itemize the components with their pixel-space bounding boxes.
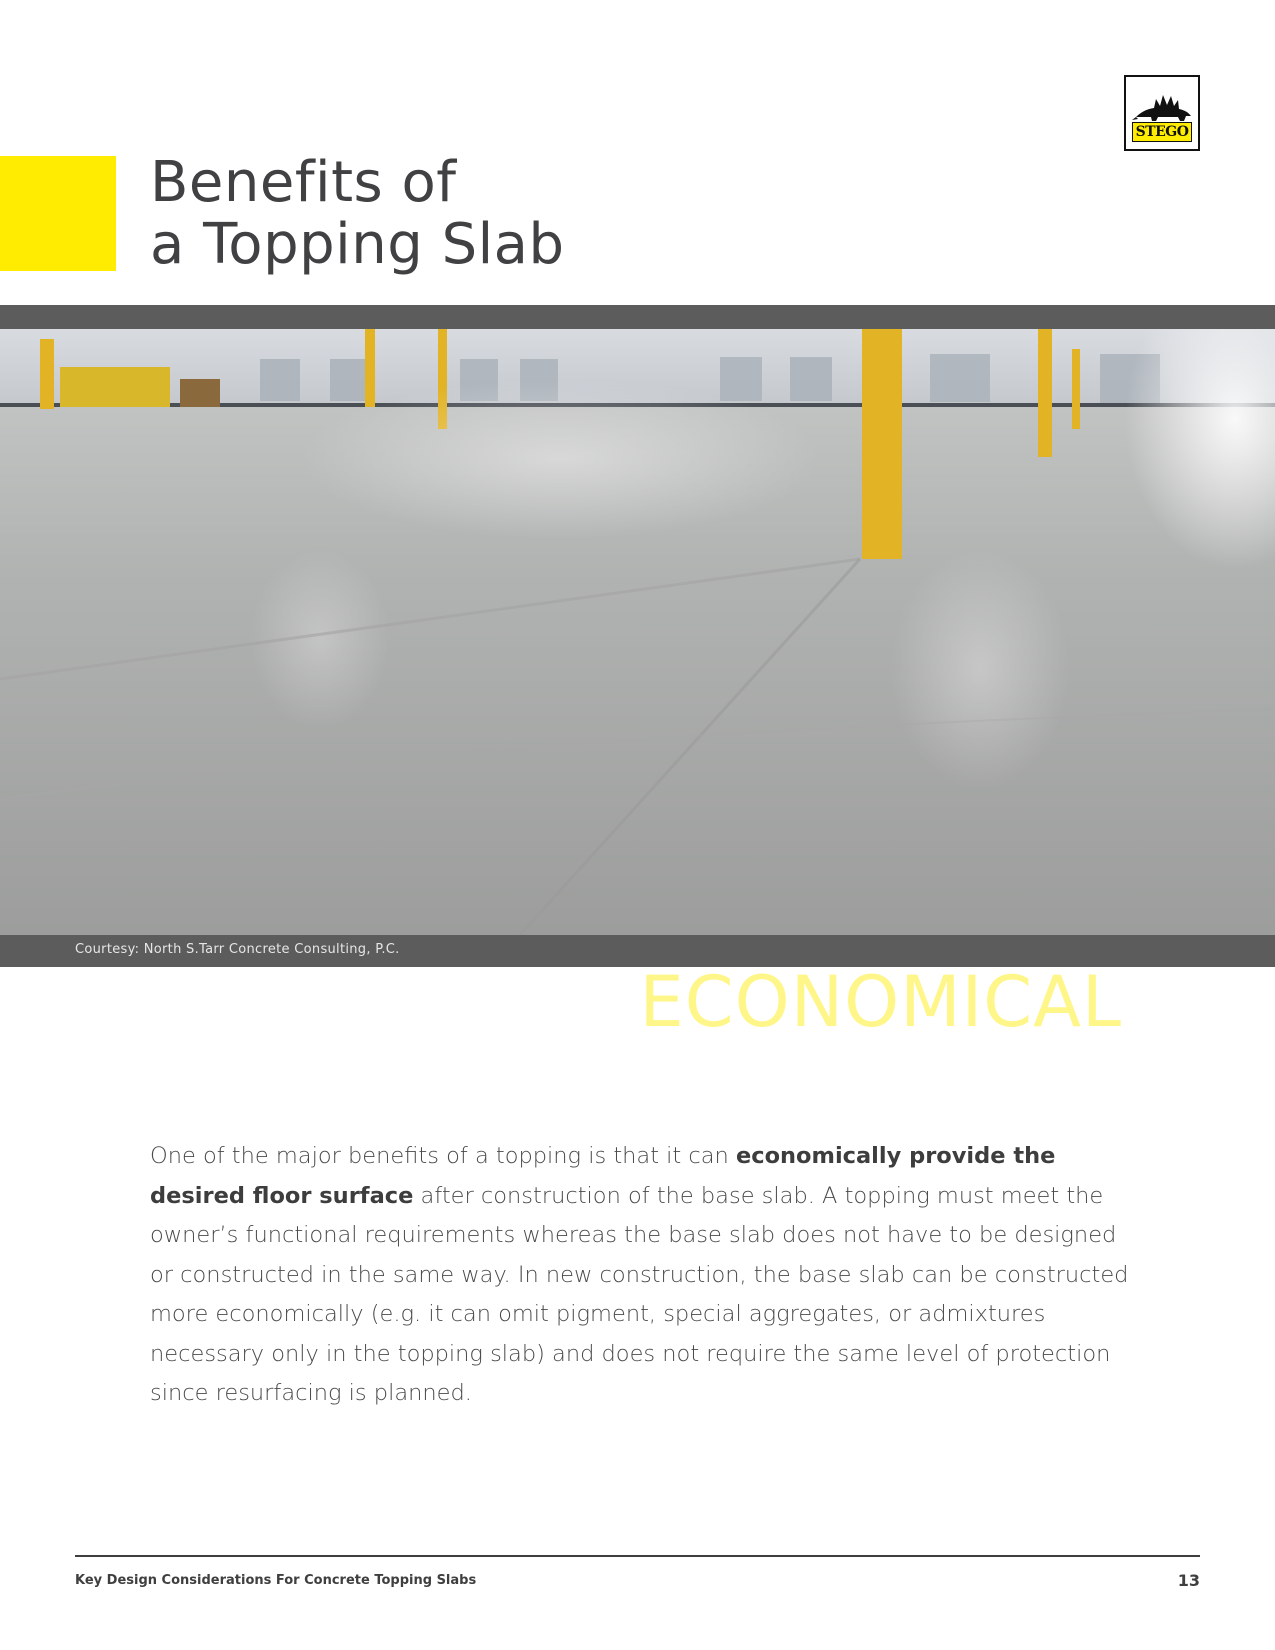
stego-logo — [1124, 75, 1200, 151]
body-text-emphasis: economically provide the desired floor surface — [150, 1143, 1056, 1209]
page-number: 13 — [1177, 1571, 1200, 1590]
page-title-line1: Benefits of — [150, 150, 457, 215]
footer-document-title: Key Design Considerations For Concrete Topping Slabs — [75, 1573, 477, 1588]
stegosaurus-icon — [1130, 87, 1196, 127]
footer-rule — [75, 1555, 1200, 1557]
body-text-part2: after construction of the base slab. A topping must meet the owner’s functional requirements whereas the base slab does not have to be designed or constructed in the same way. In new construction, the base slab can be constructed more economically (e.g. it can omit pigment, special aggregates, or admixtures necessary only in the topping slab) and does not require the same level of protection since resurfacing is planned. — [150, 1182, 1129, 1406]
body-paragraph — [150, 1137, 1140, 1414]
page-title — [150, 152, 565, 276]
photo-caption: Courtesy: North S.Tarr Concrete Consulting, P.C. — [75, 942, 400, 957]
body-text-part1: One of the major benefits of a topping is that it can — [150, 1143, 736, 1169]
page-title-line2: a Topping Slab — [150, 212, 565, 277]
logo-wordmark: STEGO — [1132, 122, 1192, 142]
accent-block — [0, 156, 116, 271]
warehouse-floor-photo — [0, 329, 1275, 935]
section-heading: ECONOMICAL — [639, 961, 1122, 1043]
